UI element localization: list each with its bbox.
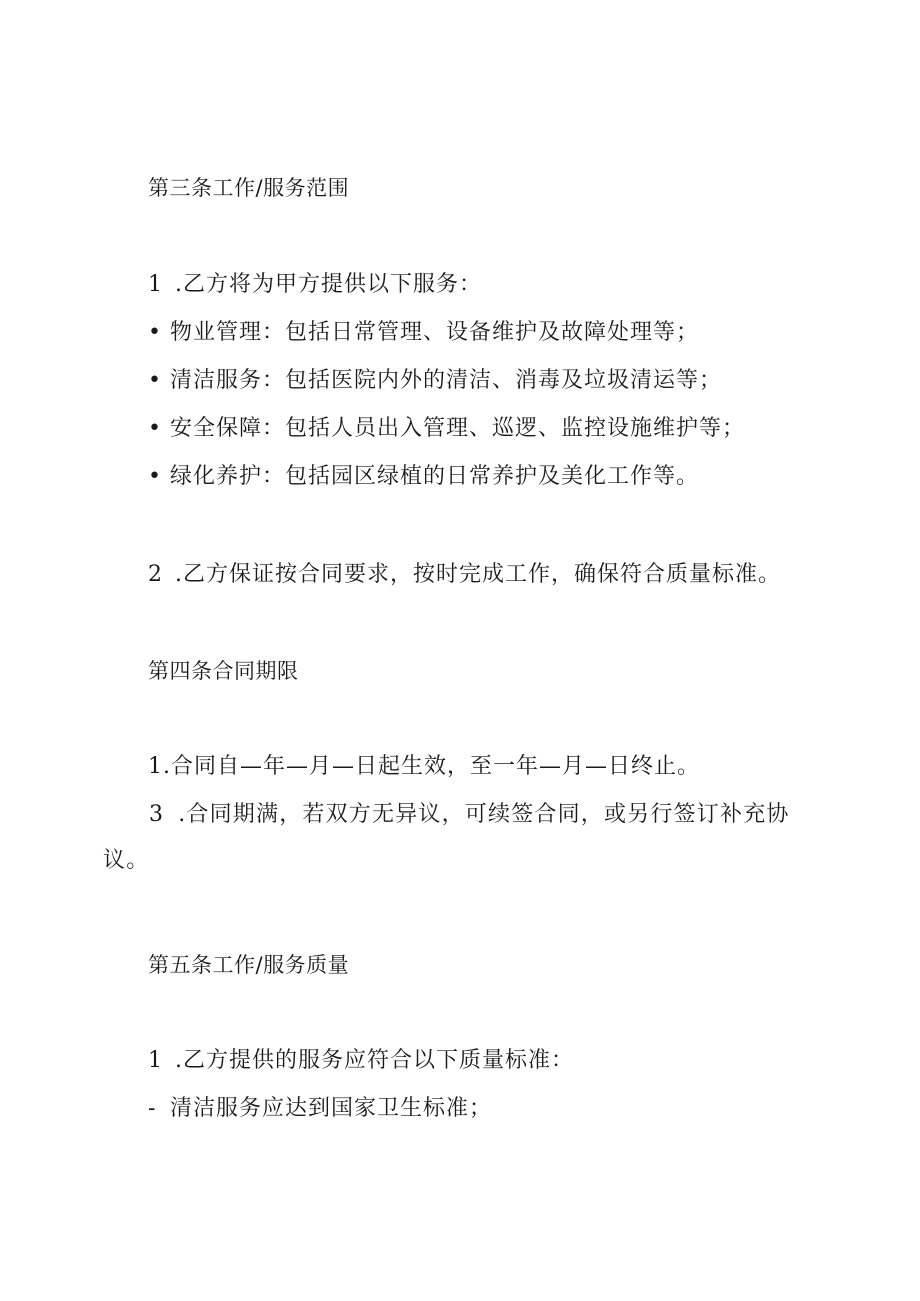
item-number: 2 bbox=[148, 562, 163, 587]
dash-text: 清洁服务应达到国家卫生标准； bbox=[170, 1096, 493, 1121]
bullet-text: 物业管理：包括日常管理、设备维护及故障处理等； bbox=[170, 320, 700, 345]
item-number: 1 bbox=[148, 272, 163, 297]
bullet-text: 绿化养护：包括园区绿植的日常养护及美化工作等。 bbox=[170, 464, 700, 489]
item-number: 1 bbox=[148, 1048, 163, 1073]
article-4-item-3 bbox=[103, 792, 803, 884]
article-3-bullet-3 bbox=[148, 414, 745, 444]
dash-icon: - bbox=[148, 1096, 157, 1121]
article-3-bullet-2 bbox=[148, 366, 722, 396]
article-3-item-1 bbox=[148, 270, 482, 300]
article-5-item-1 bbox=[148, 1046, 574, 1076]
article-5-dash-item-1 bbox=[148, 1094, 492, 1124]
article-3-bullet-1 bbox=[148, 318, 699, 348]
article-4-item-1: 1.合同自—年—月—日起生效，至一年—月—日终止。 bbox=[148, 754, 700, 779]
item-text: .乙方提供的服务应符合以下质量标准： bbox=[175, 1048, 574, 1073]
bullet-icon: • bbox=[148, 464, 162, 489]
article-4-title: 第四条合同期限 bbox=[148, 659, 299, 683]
item-text: .乙方将为甲方提供以下服务： bbox=[175, 272, 482, 297]
article-3-bullet-4 bbox=[148, 462, 699, 492]
bullet-icon: • bbox=[148, 320, 162, 345]
item-number: 3 bbox=[149, 802, 165, 827]
article-3-title: 第三条工作/服务范围 bbox=[148, 176, 350, 200]
article-5-title: 第五条工作/服务质量 bbox=[148, 953, 350, 977]
bullet-text: 清洁服务：包括医院内外的清洁、消毒及垃圾清运等； bbox=[170, 368, 723, 393]
bullet-text: 安全保障：包括人员出入管理、巡逻、监控设施维护等； bbox=[170, 416, 746, 441]
bullet-icon: • bbox=[148, 368, 162, 393]
bullet-icon: • bbox=[148, 416, 162, 441]
item-text: .乙方保证按合同要求，按时完成工作，确保符合质量标准。 bbox=[175, 562, 781, 587]
article-3-item-2 bbox=[148, 560, 781, 590]
item-text: .合同期满，若双方无异议，可续签合同，或另行签订补充协议。 bbox=[103, 802, 790, 873]
